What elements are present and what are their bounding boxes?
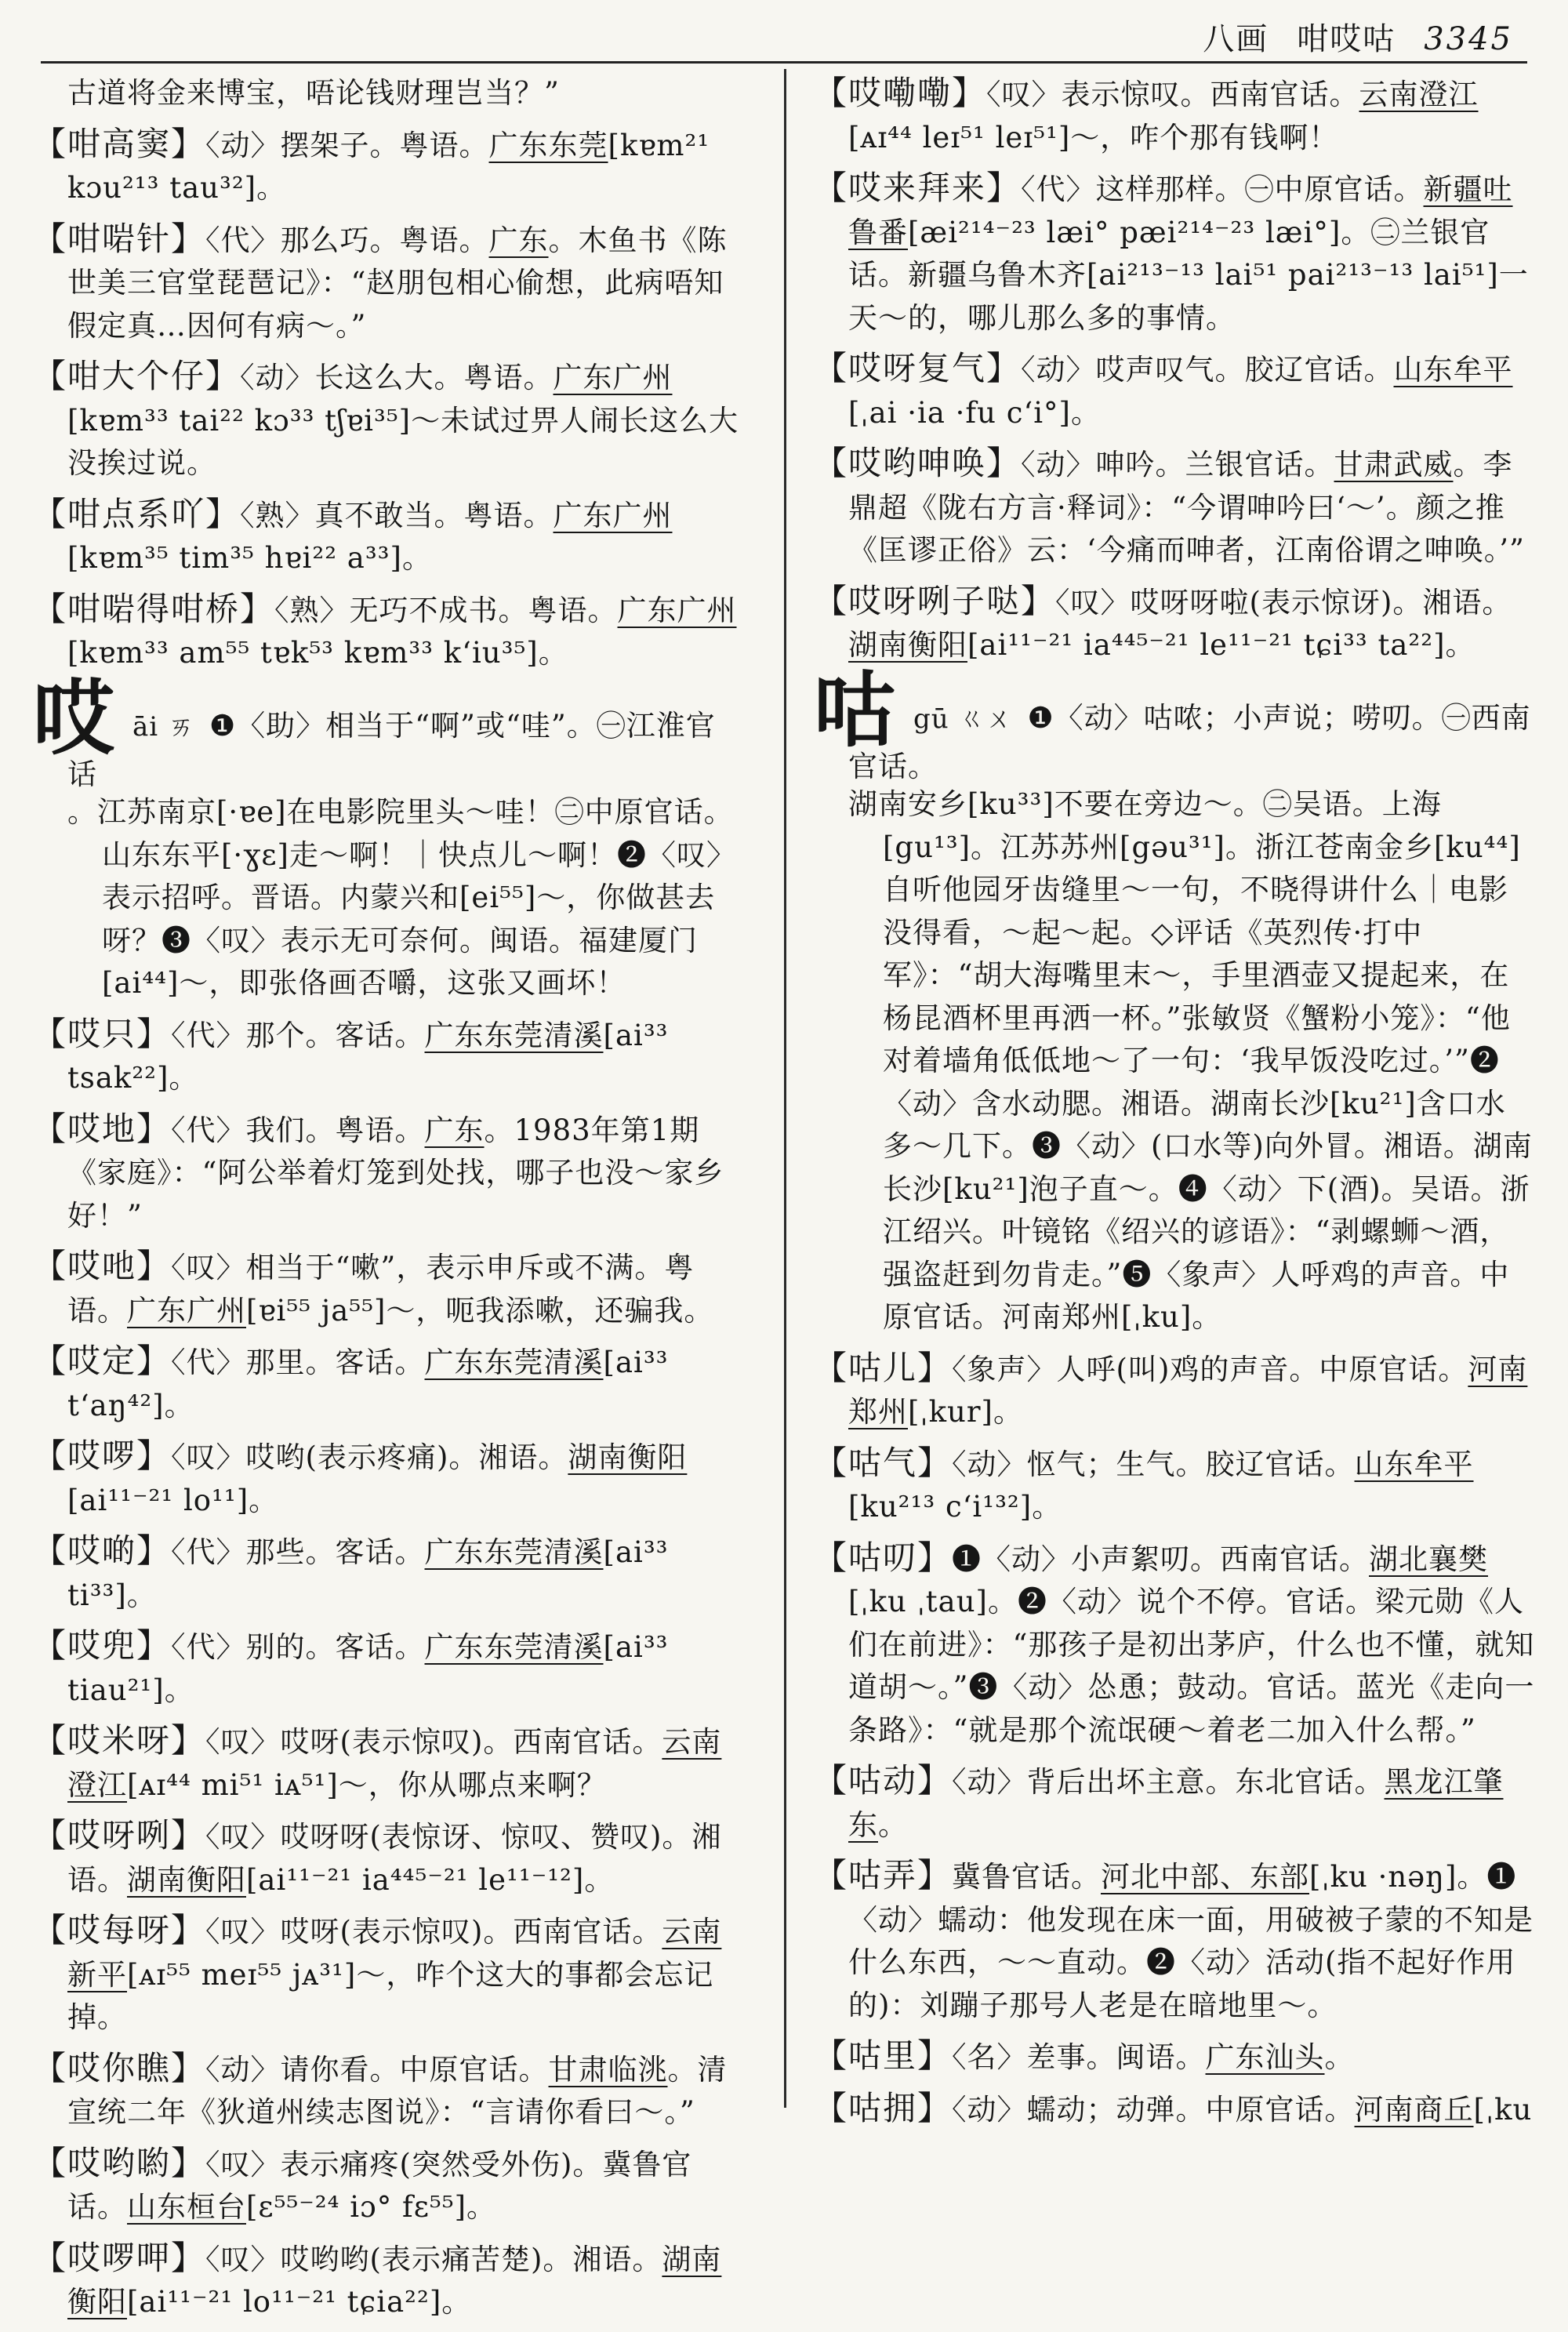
dictionary-entry xyxy=(814,2035,1535,2080)
entry-definition: 〈动〉哎声叹气。胶辽官话。 xyxy=(1021,353,1394,387)
entry-definition: 〈代〉那么巧。粤语。 xyxy=(205,223,489,257)
entry-headword: 【哎定】 xyxy=(33,1342,172,1380)
entry-place: 广东东莞清溪 xyxy=(424,1018,604,1052)
dictionary-entry xyxy=(33,1814,745,1902)
entry-headword: 【哎地】 xyxy=(33,1109,172,1148)
entry-pronunciation: 。1983年第1期《家庭》：“阿公举着灯笼到处找，哪子也没～家乡好！” xyxy=(67,1113,724,1233)
column-divider xyxy=(784,69,786,2108)
entry-place: 山东桓台 xyxy=(127,2190,246,2224)
entry-headword: 【咁点系吖】 xyxy=(33,494,241,533)
entry-pronunciation: 。 xyxy=(878,1807,908,1842)
entry-pronunciation: [æi²¹⁴⁻²³ læi° pæi²¹⁴⁻²³ læi°]。㊁兰银官话。新疆乌鲁木齐[ai²¹³⁻¹³ lai⁵¹ pai²¹³⁻¹³ lai⁵¹]一天～的，哪儿那么多的事情。 xyxy=(848,215,1529,335)
entry-place: 山东牟平 xyxy=(1354,1447,1474,1481)
entry-headword: 【哎呀咧子哒】 xyxy=(814,581,1056,620)
dictionary-entry xyxy=(814,347,1535,434)
dictionary-entry xyxy=(33,588,745,675)
entry-headword: 【咕里】 xyxy=(814,2036,953,2075)
entry-headword: 【哎你瞧】 xyxy=(33,2048,206,2087)
dictionary-entry xyxy=(814,72,1535,159)
entry-definition: 〈叹〉哎呀(表示惊叹)。西南官话。 xyxy=(205,1915,662,1949)
dictionary-entry xyxy=(33,1909,745,2040)
entry-place: 广东 xyxy=(424,1113,485,1147)
dictionary-entry xyxy=(33,1245,745,1332)
entry-definition: 〈代〉别的。客话。 xyxy=(171,1630,425,1664)
entry-headword: 【哎只】 xyxy=(33,1014,172,1053)
dictionary-entry xyxy=(814,1442,1535,1529)
dictionary-entry xyxy=(814,1854,1535,2027)
entry-pronunciation: 。清宣统二年《狄道州续志图说》：“言请你看曰～。” xyxy=(67,2052,728,2129)
entry-definition: 〈代〉那个。客话。 xyxy=(171,1018,425,1052)
entry-headword: 【咁啱针】 xyxy=(33,219,206,258)
entry-place: 黑龙江肇东 xyxy=(848,1765,1504,1842)
entry-pronunciation: 。李鼎超《陇右方言·释词》：“今谓呻吟曰‘～’。颜之推《匡谬正俗》云：‘今痛而呻者，江南俗谓之呻唤。’” xyxy=(848,448,1525,567)
entry-pronunciation: [ai¹¹⁻²¹ lo¹¹⁻²¹ tɕia²²]。 xyxy=(127,2285,472,2319)
entry-headword: 【哎嘞嘞】 xyxy=(814,74,987,112)
entry-definition: ❶〈动〉小声絮叨。西南官话。 xyxy=(952,1542,1370,1576)
entry-place: 山东牟平 xyxy=(1393,353,1513,387)
dictionary-entry xyxy=(33,1340,745,1427)
entry-definition: 〈代〉这样那样。㊀中原官话。 xyxy=(1021,173,1424,206)
entry-pronunciation: [ku²¹³ c‘i¹³²]。 xyxy=(848,1490,1062,1524)
entry-headword: 【咕动】 xyxy=(814,1761,953,1800)
definition-body: 。江苏南京[·ɐe]在电影院里头～哇！㊁中原官话。山东东平[·ɣɛ]走～啊！｜快点儿～啊！❷〈叹〉表示招呼。晋语。内蒙兴和[ei⁵⁵]～，你做甚去呀？❸〈叹〉表示无可奈何。闽语。福建厦门[ai⁴⁴]～，即张佫画否嚼，这张又画坏！ xyxy=(67,795,736,1000)
dictionary-entry xyxy=(33,493,745,580)
dictionary-entry xyxy=(33,123,745,210)
entry-headword: 【咁大个仔】 xyxy=(33,357,241,395)
running-head-section: 八画 xyxy=(1203,21,1269,57)
entry-headword: 【哎啰呷】 xyxy=(33,2238,206,2277)
headword-pinyin: āi ㄞ xyxy=(132,710,195,743)
entry-headword: 【哎啰】 xyxy=(33,1437,172,1475)
entry-definition: 冀鲁官话。 xyxy=(952,1860,1102,1894)
entry-headword: 【咕拥】 xyxy=(814,2088,953,2127)
entry-headword: 【哎吔】 xyxy=(33,1247,172,1285)
entry-pronunciation: [ai³³ tiau²¹]。 xyxy=(67,1630,669,1707)
entry-definition: 〈动〉背后出坏主意。东北官话。 xyxy=(952,1765,1385,1799)
right-column xyxy=(814,72,1535,2139)
entry-pronunciation: [ɐi⁵⁵ ja⁵⁵]～，呃我添嗽，还骗我。 xyxy=(246,1293,714,1328)
dictionary-entry xyxy=(33,355,745,485)
entry-place: 湖南衡阳 xyxy=(127,1862,246,1897)
entry-pronunciation: [ai¹¹⁻²¹ ia⁴⁴⁵⁻²¹ le¹¹⁻¹²]。 xyxy=(246,1862,615,1897)
entry-place: 湖南衡阳 xyxy=(848,628,967,662)
entry-place: 广东广州 xyxy=(617,593,737,627)
entry-place: 云南澄江 xyxy=(1359,78,1479,111)
definition-text: ❶〈动〉咕哝；小声说；唠叨。㊀西南官话。 xyxy=(848,700,1531,783)
dictionary-entry xyxy=(33,2142,745,2229)
entry-definition: 〈叹〉哎呀(表示惊叹)。西南官话。 xyxy=(205,1725,662,1759)
entry-definition: 〈动〉呻吟。兰银官话。 xyxy=(1021,448,1334,481)
entry-pronunciation: [kɐm³⁵ tim³⁵ hɐi²² a³³]。 xyxy=(67,541,432,575)
headword-char: 咕 xyxy=(814,661,897,758)
entry-pronunciation: [ᴀɪ⁴⁴ mi⁵¹ iᴀ⁵¹]～，你从哪点来啊？ xyxy=(127,1767,607,1802)
entry-pronunciation: 。木鱼书《陈世美三官堂琵琶记》：“赵朋包相心偷想，此病唔知假定真…因何有病～。” xyxy=(67,223,728,343)
entry-pronunciation: [ᴀɪ⁴⁴ leɪ⁵¹ leɪ⁵¹]～，咋个那有钱啊！ xyxy=(848,120,1339,154)
entry-pronunciation: [ɛ⁵⁵⁻²⁴ iɔ° fɛ⁵⁵]。 xyxy=(246,2190,497,2224)
entry-pronunciation: [ᴀɪ⁵⁵ meɪ⁵⁵ jᴀ³¹]～，咋个这大的事都会忘记掉。 xyxy=(67,1957,714,2034)
entry-definition: 〈叹〉哎呀呀啦(表示惊讶)。湘语。 xyxy=(1055,585,1512,619)
entry-definition: 〈名〉差事。闽语。 xyxy=(952,2040,1206,2074)
entry-headword: 【哎哟喲】 xyxy=(33,2143,206,2182)
entry-pronunciation: [ai¹¹⁻²¹ lo¹¹]。 xyxy=(67,1483,279,1517)
entry-pronunciation: [kɐm³³ am⁵⁵ tɐk⁵³ kɐm³³ k‘iu³⁵]。 xyxy=(67,636,568,670)
dictionary-entry xyxy=(33,1530,745,1617)
headword-line xyxy=(814,661,1535,789)
dictionary-entry xyxy=(814,1537,1535,1753)
entry-definition: 〈叹〉表示惊叹。西南官话。 xyxy=(986,78,1359,111)
entry-pronunciation: [kɐm³³ tai²² kɔ³³ tʃɐi³⁵]～未试过畀人闹长这么大没挨过说。 xyxy=(67,403,739,480)
entry-place: 广东广州 xyxy=(553,361,673,394)
entry-headword: 【哎每呀】 xyxy=(33,1911,206,1949)
entry-pronunciation: [ai³³ ti³³]。 xyxy=(67,1535,669,1612)
entry-place: 甘肃临洮 xyxy=(548,2052,668,2087)
entry-definition: 〈叹〉哎哟(表示疼痛)。湘语。 xyxy=(171,1440,568,1474)
entry-pronunciation: [ˌai ·ia ·fu c‘i°]。 xyxy=(848,395,1101,430)
entry-headword: 【咁啱得咁桥】 xyxy=(33,589,275,628)
entry-definition: 〈代〉那里。客话。 xyxy=(171,1346,425,1379)
headword-line xyxy=(33,669,745,797)
entry-headword: 【哎呀咧】 xyxy=(33,1816,206,1854)
entry-pronunciation: [ˌku xyxy=(1473,2092,1533,2127)
entry-definition: 〈动〉怄气；生气。胶辽官话。 xyxy=(952,1447,1355,1481)
dictionary-entry xyxy=(33,1013,745,1100)
entry-headword: 【咕弄】 xyxy=(814,1856,953,1894)
dictionary-entry xyxy=(814,580,1535,667)
entry-place: 新疆吐鲁番 xyxy=(848,173,1513,249)
entry-place: 广东广州 xyxy=(127,1293,246,1328)
dictionary-entry xyxy=(33,1108,745,1238)
entry-definition: 〈动〉蠕动；动弹。中原官话。 xyxy=(952,2092,1355,2127)
entry-definition: 〈象声〉人呼(叫)鸡的声音。中原官话。 xyxy=(952,1352,1468,1386)
dictionary-entry xyxy=(814,442,1535,572)
entry-place: 河北中部、东部 xyxy=(1101,1860,1310,1894)
entry-place: 广东东莞清溪 xyxy=(424,1535,604,1569)
entry-pronunciation: [kɐm²¹ kɔu²¹³ tau³²]。 xyxy=(67,128,710,205)
entry-headword: 【哎米呀】 xyxy=(33,1721,206,1760)
definition-body: 湖南安乡[ku³³]不要在旁边～。㊁吴语。上海[gu¹³]。江苏苏州[gəu³¹]。浙江苍南金乡[ku⁴⁴]自听他园牙齿缝里～一句，不晓得讲什么｜电影没得看，～起～起。◇评话《英烈传·打中军》：“胡大海嘴里末～，手里酒壶又提起来，在杨昆酒杯里再洒一杯。”张敏贤《蟹粉小笼》：“他对着墙角低低地～了一句：‘我早饭没吃过。’”❷〈动〉含水动腮。湘语。湖南长沙[ku²¹]含口水多～几下。❸〈动〉(口水等)向外冒。湘语。湖南长沙[ku²¹]泡子直～。❹〈动〉下(酒)。吴语。浙江绍兴。叶镜铭《绍兴的谚语》：“剥螺蛳～酒，强盗赶到勿肯走。”❺〈象声〉人呼鸡的声音。中原官话。河南郑州[ˌku]。 xyxy=(848,787,1533,1334)
entry-headword: 【哎兜】 xyxy=(33,1626,172,1665)
entry-definition: 〈叹〉哎哟哟(表示痛苦楚)。湘语。 xyxy=(205,2242,662,2276)
entry-headword: 【哎啲】 xyxy=(33,1531,172,1570)
entry-headword: 【咕儿】 xyxy=(814,1348,953,1387)
entry-headword: 【哎呀复气】 xyxy=(814,349,1022,387)
entry-pronunciation: [ˌku ˌtau]。❷〈动〉说个不停。官话。梁元勋《人们在前进》：“那孩子是初出茅庐，什么也不懂，就知道胡～。”❸〈动〉怂恿；鼓动。官话。蓝光《走向一条路》：“就是那个流氓硬～着老二加入什么帮。” xyxy=(848,1585,1535,1747)
entry-place: 广东东莞清溪 xyxy=(424,1346,604,1379)
entry-pronunciation: [ˌku ·nəŋ]。❶〈动〉蠕动：他发现在床一面，用破被子蒙的不知是什么东西，～～直动。❷〈动〉活动(指不起好作用的)：刘蹦子那号人老是在暗地里～。 xyxy=(848,1860,1534,2022)
entry-place: 湖南衡阳 xyxy=(568,1440,688,1474)
entry-pronunciation: 。 xyxy=(1324,2040,1355,2074)
page-number: 3345 xyxy=(1424,21,1513,57)
entry-pronunciation: [ai¹¹⁻²¹ ia⁴⁴⁵⁻²¹ le¹¹⁻²¹ tɕi³³ ta²²]。 xyxy=(967,628,1475,662)
definition-text: ❶〈助〉相当于“啊”或“哇”。㊀江淮官话 xyxy=(67,708,716,791)
entry-place: 广东 xyxy=(488,223,549,257)
entry-place: 河南郑州 xyxy=(848,1352,1528,1429)
entry-pronunciation: [ai³³ tsak²²]。 xyxy=(67,1018,669,1095)
dictionary-entry xyxy=(33,1720,745,1807)
dictionary-entry xyxy=(33,2047,745,2134)
entry-headword: 【咕气】 xyxy=(814,1443,953,1482)
entry-pronunciation: [ˌkur]。 xyxy=(908,1395,1023,1429)
entry-place: 广东东莞清溪 xyxy=(424,1630,604,1664)
entry-place: 湖北襄樊 xyxy=(1369,1542,1489,1576)
dictionary-entry xyxy=(33,218,745,348)
entry-definition: 〈叹〉表示痛疼(突然受外伤)。冀鲁官话。 xyxy=(67,2147,692,2224)
continued-text: 古道将金来博宝，唔论钱财理岂当？” xyxy=(67,76,560,110)
dictionary-entry xyxy=(814,2087,1535,2132)
entry-definition: 〈动〉请你看。中原官话。 xyxy=(205,2052,549,2087)
entry-place: 云南新平 xyxy=(67,1915,722,1992)
entry-place: 广东东莞 xyxy=(488,128,608,162)
entry-definition: 〈动〉长这么大。粤语。 xyxy=(240,361,554,394)
header-rule xyxy=(41,61,1527,64)
dictionary-entry xyxy=(814,1347,1535,1434)
entry-headword: 【咕叨】 xyxy=(814,1538,953,1577)
entry-definition: 〈代〉我们。粤语。 xyxy=(171,1113,425,1147)
headword-entry xyxy=(33,669,745,1005)
left-column xyxy=(33,72,745,2332)
entry-definition: 〈熟〉无巧不成书。粤语。 xyxy=(274,593,618,627)
entry-place: 河南商丘 xyxy=(1354,2092,1474,2127)
headword-pinyin: gū ㄍㄨ xyxy=(913,703,1014,735)
entry-definition: 〈叹〉哎呀呀(表惊讶、惊叹、赞叹)。湘语。 xyxy=(67,1820,722,1897)
entry-headword: 【哎哟呻唤】 xyxy=(814,444,1022,482)
entry-definition: 〈动〉摆架子。粤语。 xyxy=(205,128,489,162)
dictionary-entry xyxy=(814,167,1535,340)
running-head-chars: 咁哎咕 xyxy=(1297,21,1396,57)
headword-char: 哎 xyxy=(33,669,116,766)
entry-place: 甘肃武威 xyxy=(1334,448,1454,481)
dictionary-entry xyxy=(33,2237,745,2324)
entry-place: 湖南衡阳 xyxy=(67,2242,722,2319)
entry-headword: 【咁高窦】 xyxy=(33,124,206,163)
entry-place: 云南澄江 xyxy=(67,1725,722,1802)
entry-place: 广东汕头 xyxy=(1205,2040,1325,2074)
dictionary-entry xyxy=(33,1625,745,1712)
entry-definition: 〈代〉那些。客话。 xyxy=(171,1535,425,1569)
running-head xyxy=(1203,14,1513,59)
entry-pronunciation: [ai³³ t‘aŋ⁴²]。 xyxy=(67,1346,669,1422)
dictionary-entry xyxy=(814,1760,1535,1847)
entry-definition: 〈叹〉相当于“嗽”，表示申斥或不满。粤语。 xyxy=(67,1251,695,1328)
entry-definition: 〈熟〉真不敢当。粤语。 xyxy=(240,498,554,532)
entry-place: 广东广州 xyxy=(553,498,673,532)
dictionary-entry xyxy=(33,1435,745,1522)
entry-headword: 【哎来拜来】 xyxy=(814,169,1022,207)
headword-entry xyxy=(814,661,1535,1339)
